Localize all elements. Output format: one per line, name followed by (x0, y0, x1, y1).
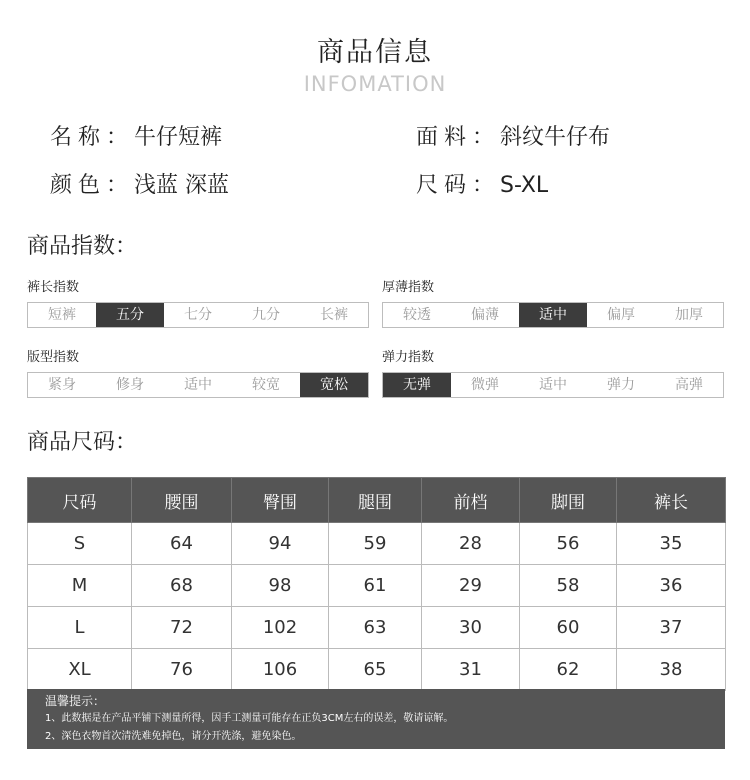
table-cell: M (28, 565, 132, 607)
index-label: 厚薄指数 (382, 280, 435, 295)
table-row (28, 649, 726, 691)
index-option: 偏厚 (607, 307, 635, 323)
index-option: 短裤 (48, 307, 76, 323)
index-label: 弹力指数 (382, 350, 435, 365)
index-option: 九分 (252, 307, 280, 323)
info-key: 颜色： (50, 173, 135, 198)
page-subtitle: INFOMATION (303, 72, 447, 96)
table-cell: S (28, 523, 132, 565)
index-label: 版型指数 (27, 350, 80, 365)
index-option: 修身 (116, 377, 144, 393)
index-group-elasticity (382, 348, 724, 398)
index-option: 适中 (184, 377, 212, 393)
column-header: 裤长 (617, 478, 726, 523)
info-value: 斜纹牛仔布 (500, 125, 611, 150)
table-cell: 62 (520, 649, 617, 691)
index-option: 偏薄 (471, 307, 499, 323)
index-option: 五分 (96, 303, 164, 327)
table-row (28, 565, 726, 607)
notes-title: 温馨提示： (45, 694, 106, 708)
index-option: 适中 (539, 377, 567, 393)
table-cell: 31 (422, 649, 520, 691)
table-cell: 35 (617, 523, 726, 565)
index-option: 较透 (403, 307, 431, 323)
table-cell: 28 (422, 523, 520, 565)
info-value: 浅蓝 深蓝 (134, 173, 230, 198)
index-option: 长裤 (320, 307, 348, 323)
table-cell: 61 (329, 565, 422, 607)
info-key: 名称： (50, 125, 135, 150)
table-cell: 106 (232, 649, 329, 691)
column-header: 前档 (422, 478, 520, 523)
table-cell: 56 (520, 523, 617, 565)
table-cell: 65 (329, 649, 422, 691)
notes-box (27, 689, 725, 749)
table-cell: 68 (132, 565, 232, 607)
table-cell: 36 (617, 565, 726, 607)
column-header: 臀围 (232, 478, 329, 523)
index-scale (27, 302, 369, 328)
index-option: 适中 (519, 303, 587, 327)
index-option: 七分 (184, 307, 212, 323)
notes-item: 2、深色衣物首次清洗难免掉色，请分开洗涤，避免染色。 (45, 731, 302, 742)
table-cell: XL (28, 649, 132, 691)
size-chart-title: 商品尺码： (27, 430, 138, 455)
info-item-name (50, 120, 222, 151)
index-label: 裤长指数 (27, 280, 80, 295)
index-option: 紧身 (48, 377, 76, 393)
indices-title: 商品指数： (27, 234, 138, 259)
index-option: 高弹 (675, 377, 703, 393)
index-option: 宽松 (300, 373, 368, 397)
table-cell: 29 (422, 565, 520, 607)
info-key: 尺码： (416, 173, 501, 198)
column-header: 尺码 (28, 478, 132, 523)
index-group-thickness (382, 278, 724, 328)
table-cell: 58 (520, 565, 617, 607)
table-cell: 102 (232, 607, 329, 649)
index-scale (382, 372, 724, 398)
table-cell: 60 (520, 607, 617, 649)
index-option: 较宽 (252, 377, 280, 393)
table-row (28, 523, 726, 565)
index-group-length (27, 278, 369, 328)
table-cell: 72 (132, 607, 232, 649)
index-option: 弹力 (607, 377, 635, 393)
info-row (0, 168, 750, 202)
table-cell: 38 (617, 649, 726, 691)
info-item-color (50, 168, 229, 199)
column-header: 腰围 (132, 478, 232, 523)
info-value: S-XL (500, 173, 549, 198)
table-cell: 30 (422, 607, 520, 649)
info-value: 牛仔短裤 (134, 125, 223, 150)
info-item-fabric (416, 120, 610, 151)
table-header-row (28, 478, 726, 523)
index-option: 微弹 (471, 377, 499, 393)
table-cell: 59 (329, 523, 422, 565)
table-cell: 76 (132, 649, 232, 691)
column-header: 脚围 (520, 478, 617, 523)
table-cell: 37 (617, 607, 726, 649)
table-row (28, 607, 726, 649)
table-cell: 63 (329, 607, 422, 649)
info-item-size (416, 168, 548, 199)
info-key: 面料： (416, 125, 501, 150)
index-option: 无弹 (383, 373, 451, 397)
column-header: 腿围 (329, 478, 422, 523)
table-cell: L (28, 607, 132, 649)
info-row (0, 120, 750, 154)
index-option: 加厚 (675, 307, 703, 323)
table-cell: 94 (232, 523, 329, 565)
table-cell: 98 (232, 565, 329, 607)
size-table (27, 477, 726, 691)
page-title: 商品信息 (317, 37, 433, 68)
table-cell: 64 (132, 523, 232, 565)
index-scale (382, 302, 724, 328)
index-group-fit (27, 348, 369, 398)
notes-item: 1、此数据是在产品平铺下测量所得，因手工测量可能存在正负3CM左右的误差，敬请谅解。 (45, 713, 454, 724)
index-scale (27, 372, 369, 398)
